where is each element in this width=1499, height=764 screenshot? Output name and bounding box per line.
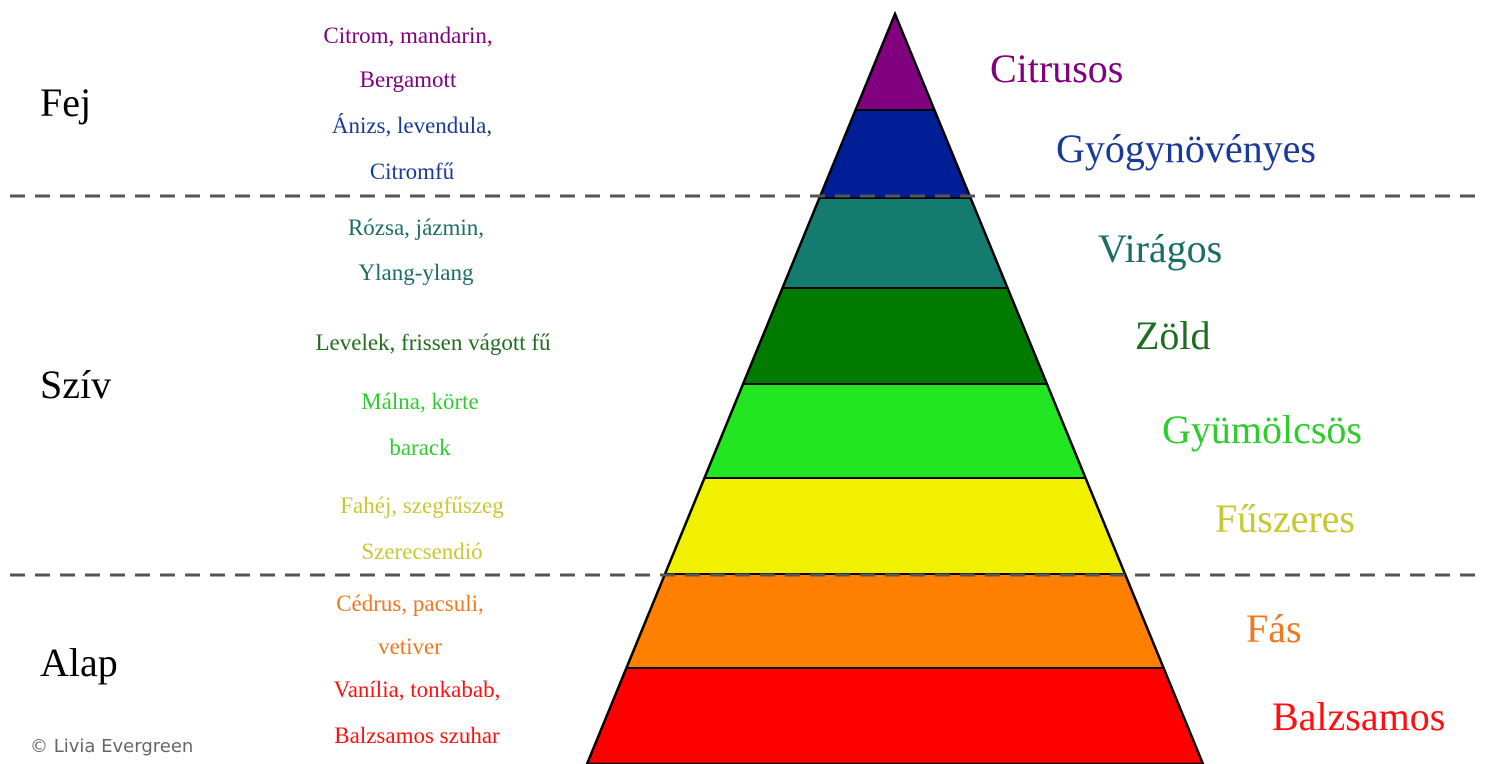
category-gyogynovenyes: Gyógynövényes [1056, 126, 1316, 171]
pyramid-tier-fas [626, 574, 1163, 668]
pyramid-tier-gyumolcsos [705, 384, 1086, 478]
category-zold: Zöld [1135, 313, 1211, 358]
examples-fuszeres-line-2: Szerecsendió [361, 539, 483, 564]
examples-citrusos-line-1: Citrom, mandarin, [323, 23, 493, 48]
pyramid-tier-zold [743, 288, 1047, 384]
section-label-fej: Fej [40, 80, 92, 125]
credit-text: © Livia Evergreen [30, 736, 194, 757]
examples-fas-line-1: Cédrus, pacsuli, [336, 591, 484, 616]
examples-zold-line-1: Levelek, frissen vágott fű [315, 330, 551, 355]
category-fuszeres: Fűszeres [1215, 496, 1355, 541]
pyramid-tier-gyogynovenyes [819, 110, 970, 198]
examples-gyogynovenyes-line-2: Citromfű [369, 159, 455, 184]
category-fas: Fás [1246, 606, 1302, 651]
category-viragos: Virágos [1098, 226, 1223, 271]
category-gyumolcsos: Gyümölcsös [1162, 407, 1362, 452]
category-balzsamos: Balzsamos [1272, 694, 1446, 739]
pyramid-tier-citrusos [856, 14, 935, 110]
examples-gyogynovenyes-line-1: Ánizs, levendula, [331, 113, 493, 138]
examples-fas-line-2: vetiver [378, 634, 442, 659]
examples-gyumolcsos-line-2: barack [389, 435, 451, 460]
examples-gyumolcsos-line-1: Málna, körte [361, 389, 479, 414]
section-label-sziv: Szív [40, 362, 112, 407]
examples-viragos-line-1: Rózsa, jázmin, [347, 215, 485, 240]
examples-viragos-line-2: Ylang-ylang [358, 260, 474, 285]
examples-citrusos-line-2: Bergamott [359, 67, 457, 92]
pyramid-tier-fuszeres [665, 478, 1125, 574]
pyramid-tier-balzsamos [587, 668, 1203, 764]
examples-fuszeres-line-1: Fahéj, szegfűszeg [340, 493, 504, 518]
category-citrusos: Citrusos [990, 46, 1124, 91]
examples-balzsamos-line-1: Vanília, tonkabab, [333, 677, 501, 702]
examples-balzsamos-line-2: Balzsamos szuhar [334, 723, 500, 748]
pyramid-tier-viragos [783, 198, 1008, 288]
section-label-alap: Alap [40, 640, 118, 685]
